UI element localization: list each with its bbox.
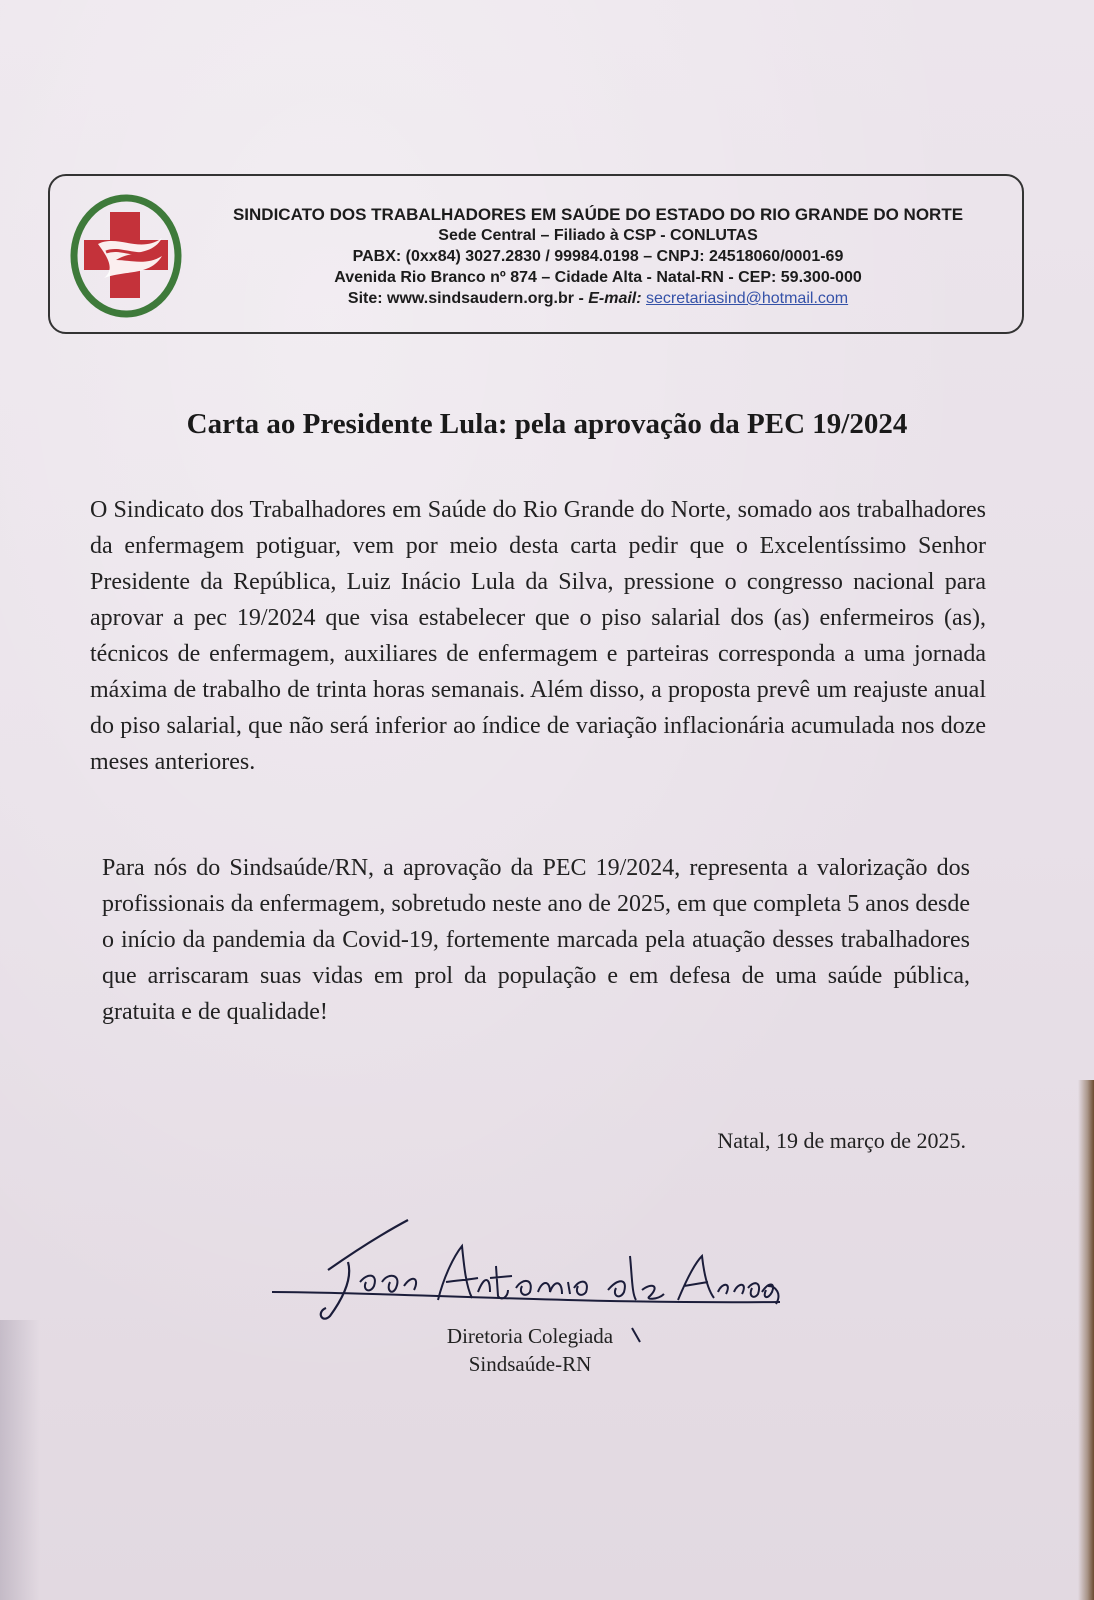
page-shadow [0,1320,40,1600]
email-label: E-mail: [588,290,642,307]
union-name: SINDICATO DOS TRABALHADORES EM SAÚDE DO ESTADO DO RIO GRANDE DO NORTE [232,205,964,224]
paragraph-1: O Sindicato dos Trabalhadores em Saúde do Rio Grande do Norte, somado aos trabalhadores da enfermagem potiguar, vem por meio desta carta pedir que o Excelentíssimo Senhor Presidente da República, Luiz Inácio Lula da Silva, pressione o congresso nacional para aprovar a pec 19/2024 que visa estabelecer que o piso salarial dos (as) enfermeiros (as), técnicos de enfermagem, auxiliares de enfermagem e parteiras corresponda a uma jornada máxima de trabalho de trinta horas semanais. Além disso, a proposta prevê um reajuste anual do piso salarial, que não será inferior ao índice de variação inflacionária acumulada nos doze meses anteriores. [90,497,986,775]
union-affiliation: Sede Central – Filiado à CSP - CONLUTAS [438,227,758,244]
letterhead [48,174,1024,334]
letterhead-text [178,204,1018,309]
signature-block [410,1322,650,1378]
signer-org: Sindsaúde-RN [468,1352,592,1376]
union-web-contact [178,288,1018,309]
letter-date: Natal, 19 de março de 2025. [717,1128,966,1153]
union-phone-cnpj: PABX: (0xx84) 3027.2830 / 99984.0198 – CNPJ: 24518060/0001-69 [352,248,844,265]
union-site: Site: www.sindsaudern.org.br - [347,290,589,307]
union-email-link[interactable]: secretariasind@hotmail.com [646,290,849,307]
letter-title: Carta ao Presidente Lula: pela aprovação da PEC 19/2024 [186,408,908,440]
paragraph-2: Para nós do Sindsaúde/RN, a aprovação da PEC 19/2024, representa a valorização dos profissionais da enfermagem, sobretudo neste ano de 2025, em que completa 5 anos desde o início da pandemia da Covid-19, fortemente marcada pela atuação desses trabalhadores que arriscaram suas vidas em prol da população e em defesa de uma saúde pública, gratuita e de qualidade! [102,855,970,1025]
union-address: Avenida Rio Branco nº 874 – Cidade Alta - Natal-RN - CEP: 59.300-000 [334,269,862,286]
signer-title: Diretoria Colegiada [446,1324,614,1348]
union-logo-icon [70,194,182,318]
table-edge [1078,1080,1094,1600]
